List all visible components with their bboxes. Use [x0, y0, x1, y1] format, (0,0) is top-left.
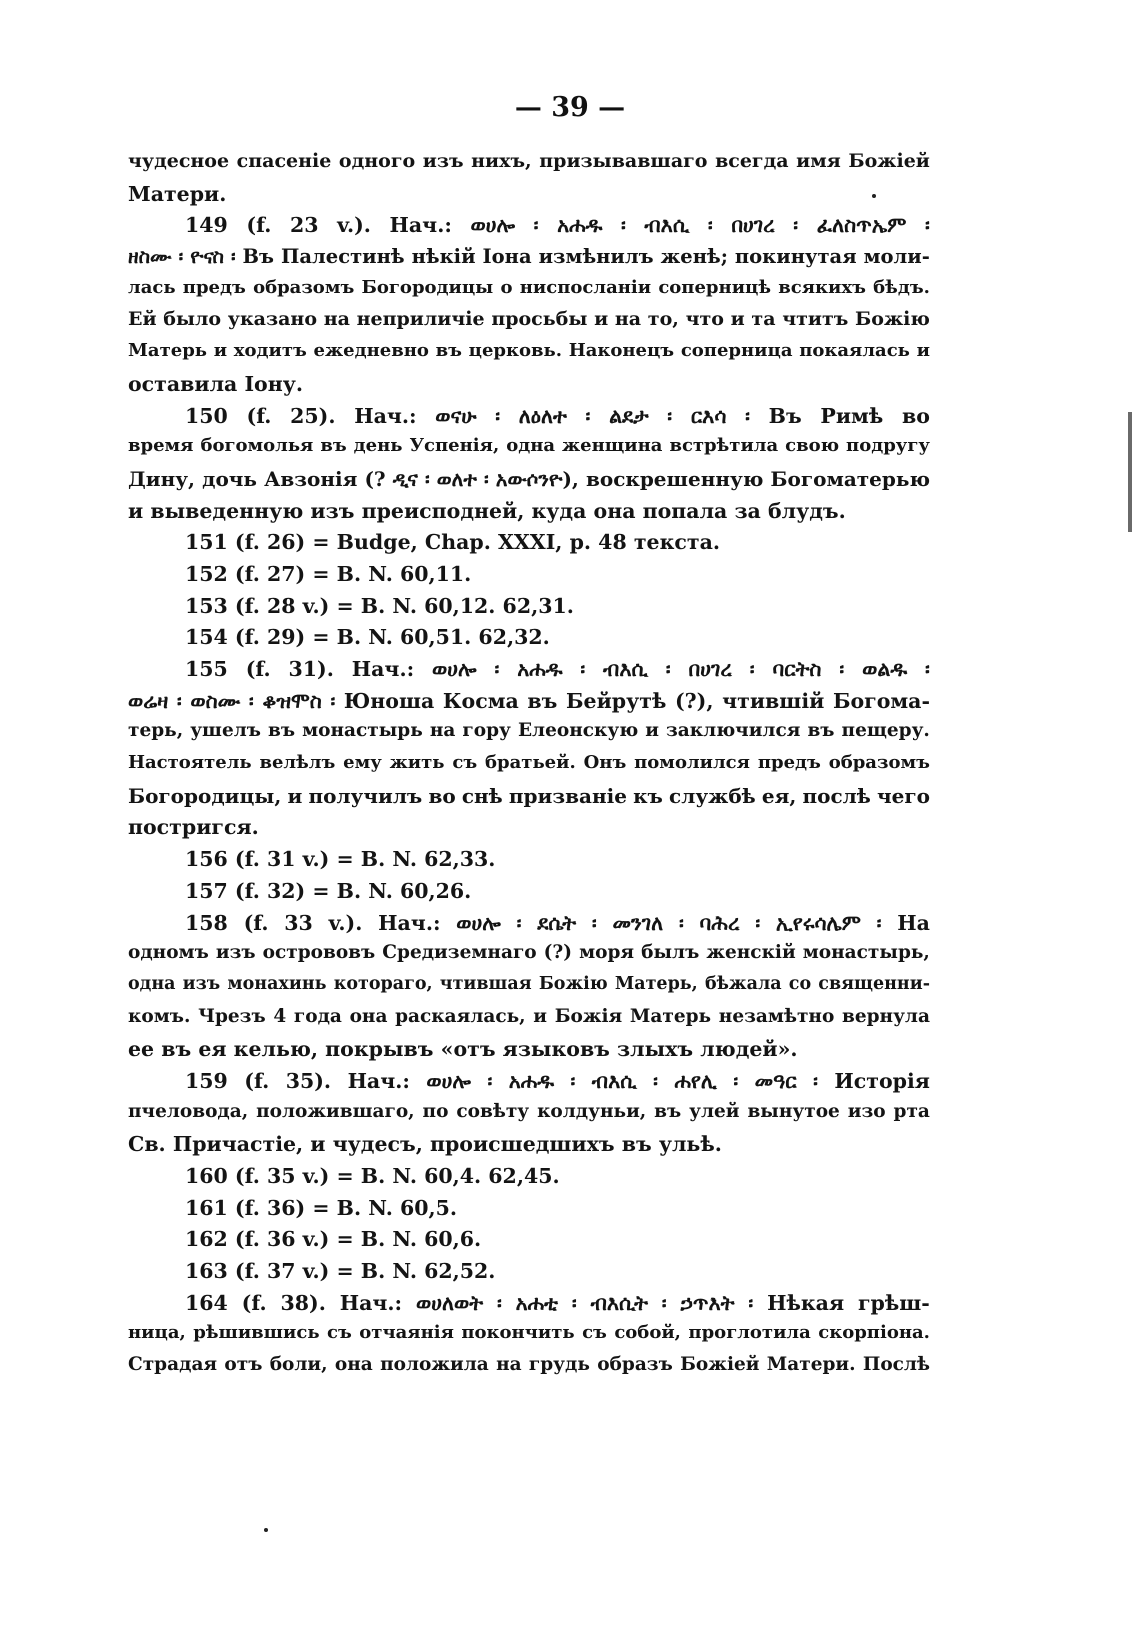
text-line: одномъ изъ острововъ Средиземнаго (?) моря былъ женскій монастырь, [128, 942, 930, 964]
text-line: лась предъ образомъ Богородицы о ниспосланіи соперницѣ всякихъ бѣдъ. [128, 276, 930, 298]
text-line: 160 (f. 35 v.) = B. N. 60,4. 62,45. [185, 1164, 560, 1188]
text-line: 157 (f. 32) = B. N. 60,26. [185, 878, 472, 903]
text-line: постригся. [128, 815, 259, 840]
text-line: чудесное спасеніе одного изъ нихъ, призывавшаго всегда имя Божіей [128, 150, 930, 172]
text-line: ወሬዛ ፡ ወስሙ ፡ ቆዝሞስ ፡ Юноша Косма въ Бейрутѣ (?), чтившій Богома- [128, 688, 930, 713]
text-line: ница, рѣшившись съ отчаянія покончить съ собой, проглотила скорпіона. [128, 1322, 930, 1344]
text-line: и выведенную изъ преисподней, куда она попала за блудъ. [128, 498, 846, 523]
text-line: Настоятель велѣлъ ему жить съ братьей. Онъ помолился предъ образомъ [128, 752, 930, 774]
text-line: время богомолья въ день Успенія, одна женщина встрѣтила свою подругу [128, 435, 930, 457]
page-number: — 39 — [514, 92, 626, 123]
text-line: Дину, дочь Авзонія (? ዲና ፡ ወለተ ፡ አውሶንዮ), воскрешенную Богоматерью [128, 466, 930, 491]
text-line: Страдая отъ боли, она положила на грудь образъ Божіей Матери. Послѣ [128, 1354, 930, 1376]
text-body [128, 150, 930, 1386]
text-line: Св. Причастіе, и чудесъ, происшедшихъ въ ульѣ. [128, 1132, 722, 1157]
page-edge-mark [1128, 412, 1132, 532]
text-line: 150 (f. 25). Нач.: ወናሁ ፡ ለዕለተ ፡ ልደታ ፡ ርእሳ ፡ Въ Римѣ во [185, 403, 930, 428]
text-line: 162 (f. 36 v.) = B. N. 60,6. [185, 1227, 482, 1252]
text-line: Богородицы, и получилъ во снѣ призваніе къ службѣ ея, послѣ чего [128, 783, 930, 808]
text-line: 154 (f. 29) = B. N. 60,51. 62,32. [185, 625, 550, 650]
text-line: Матери. [128, 181, 227, 206]
text-line: 153 (f. 28 v.) = B. N. 60,12. 62,31. [185, 593, 574, 618]
text-line: комъ. Чрезъ 4 года она раскаялась, и Божія Матерь незамѣтно вернула [128, 1005, 930, 1027]
text-line: 158 (f. 33 v.). Нач.: ወሀሎ ፡ ደሴት ፡ መንገለ ፡ ባሕረ ፡ ኢየሩሳሌም ፡ На [185, 910, 930, 935]
text-line: ее въ ея келью, покрывъ «отъ языковъ злыхъ людей». [128, 1037, 798, 1062]
text-line: 159 (f. 35). Нач.: ወሀሎ ፡ አሐዱ ፡ ብእሲ ፡ ሐየሊ ፡ መዓር ፡ Исторія [185, 1068, 930, 1093]
text-line: одна изъ монахинь котораго, чтившая Божію Матерь, бѣжала со священни- [128, 973, 930, 994]
text-line: пчеловода, положившаго, по совѣту колдуньи, въ улей вынутое изо рта [128, 1100, 930, 1122]
text-line: 151 (f. 26) = Budge, Chap. XXXI, p. 48 текста. [185, 530, 721, 555]
text-line: 156 (f. 31 v.) = B. N. 62,33. [185, 847, 496, 872]
text-line: Матерь и ходитъ ежедневно въ церковь. Наконецъ соперница покаялась и [128, 340, 930, 362]
text-line: оставила Іону. [128, 371, 303, 396]
text-line: 149 (f. 23 v.). Нач.: ወሀሎ ፡ አሐዱ ፡ ብእሲ ፡ በሀገረ ፡ ፈለስጥኤም ፡ [185, 213, 930, 238]
text-line: 155 (f. 31). Нач.: ወሀሎ ፡ አሐዱ ፡ ብእሲ ፡ በሀገረ ፡ ባርትስ ፡ ወልዱ ፡ [185, 657, 930, 681]
text-line: 164 (f. 38). Нач.: ወሀለወት ፡ አሐቲ ፡ ብእሲት ፡ ኃጥእት ፡ Нѣкая грѣш- [185, 1290, 930, 1315]
ink-speck [264, 1528, 268, 1532]
text-line: Ей было указано на неприличіе просьбы и на то, что и та чтитъ Божію [128, 308, 930, 331]
text-line: 161 (f. 36) = B. N. 60,5. [185, 1195, 458, 1220]
ink-speck [872, 194, 876, 198]
text-line: ዘስሙ ፡ ዮናስ ፡ Въ Палестинѣ нѣкій Іона измѣнилъ женѣ; покинутая моли- [128, 245, 930, 269]
text-line: терь, ушелъ въ монастырь на гору Елеонскую и заключился въ пещеру. [128, 720, 930, 742]
text-line: 152 (f. 27) = B. N. 60,11. [185, 561, 472, 586]
text-line: 163 (f. 37 v.) = B. N. 62,52. [185, 1259, 496, 1284]
